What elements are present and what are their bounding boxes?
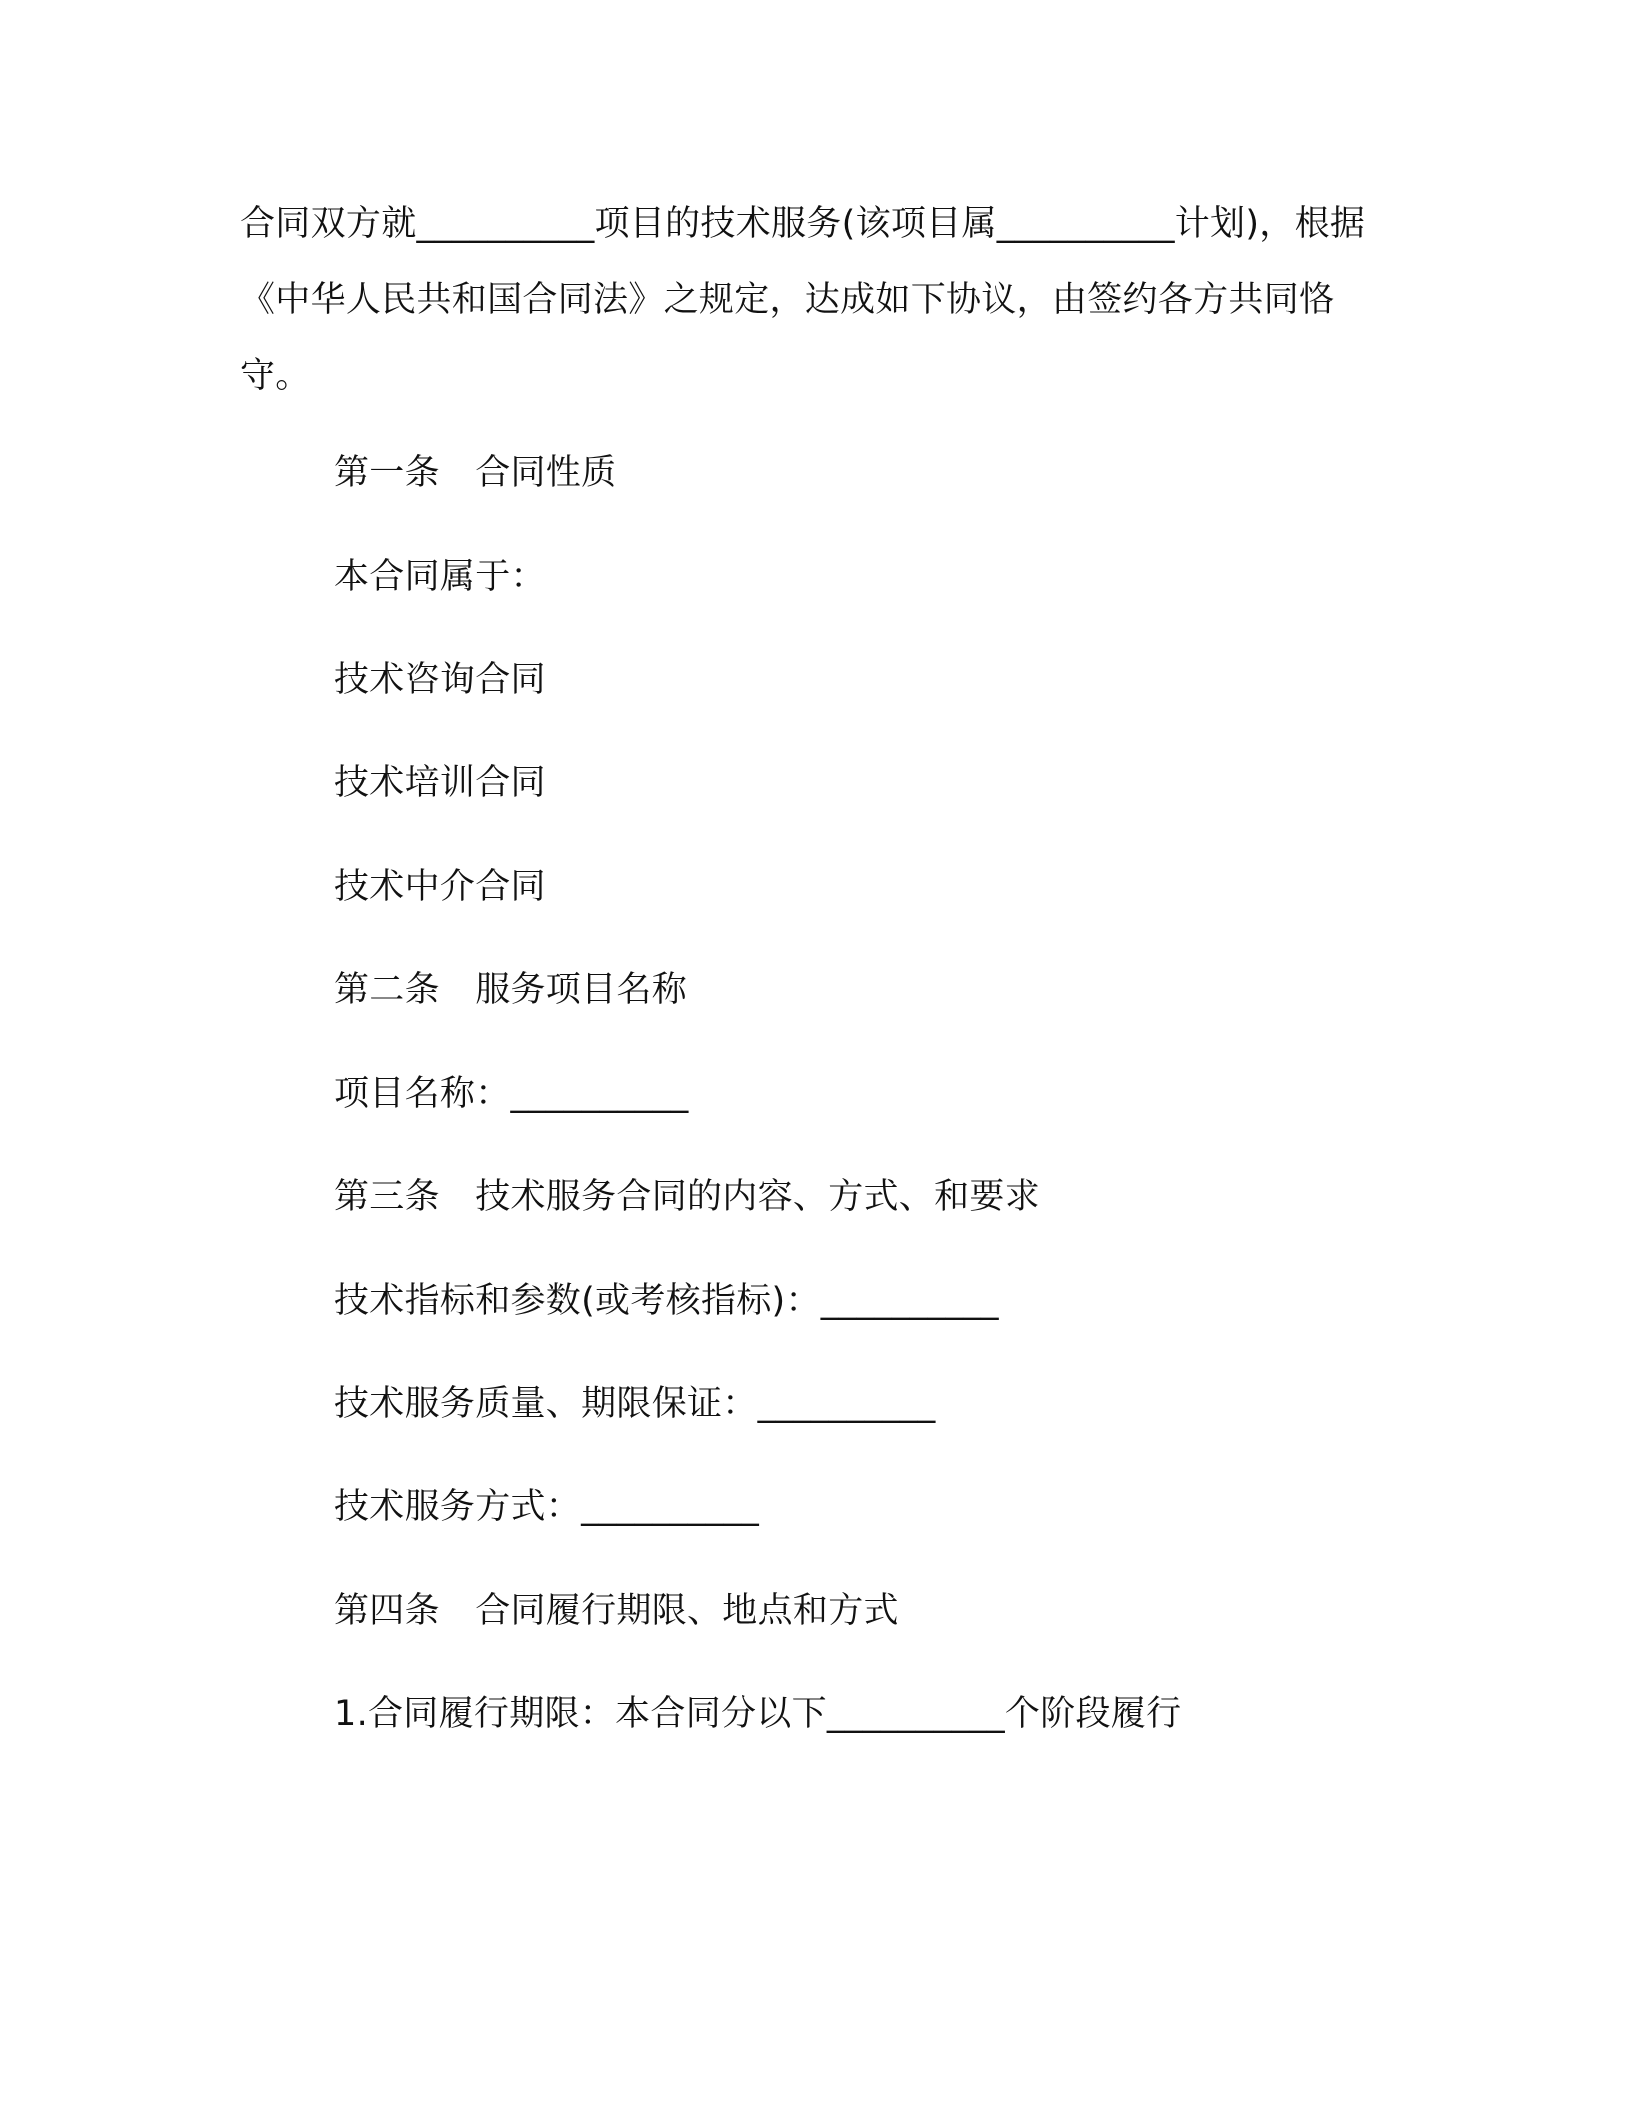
performance-period-line: 1.合同履行期限：本合同分以下__________个阶段履行: [334, 1694, 1182, 1734]
service-method-line: 技术服务方式：__________: [334, 1487, 760, 1527]
contract-type-intermediary: 技术中介合同: [334, 867, 546, 907]
service-quality-line: 技术服务质量、期限保证：__________: [334, 1384, 936, 1424]
article-2-heading: 第二条 服务项目名称: [334, 970, 688, 1010]
intro-paragraph: 合同双方就__________项目的技术服务(该项目属__________计划)，根据《中华人民共和国合同法》之规定，达成如下协议，由签约各方共同恪守。: [240, 204, 1366, 396]
project-name-line: 项目名称：__________: [334, 1074, 689, 1114]
article-3-heading: 第三条 技术服务合同的内容、方式、和要求: [334, 1177, 1041, 1217]
contract-type-consulting: 技术咨询合同: [334, 660, 546, 700]
contract-type-training: 技术培训合同: [334, 763, 546, 803]
contract-type-label: 本合同属于：: [334, 557, 546, 597]
article-4-heading: 第四条 合同履行期限、地点和方式: [334, 1591, 899, 1631]
technical-indicators-line: 技术指标和参数(或考核指标)：__________: [334, 1281, 999, 1321]
article-1-heading: 第一条 合同性质: [334, 453, 617, 493]
